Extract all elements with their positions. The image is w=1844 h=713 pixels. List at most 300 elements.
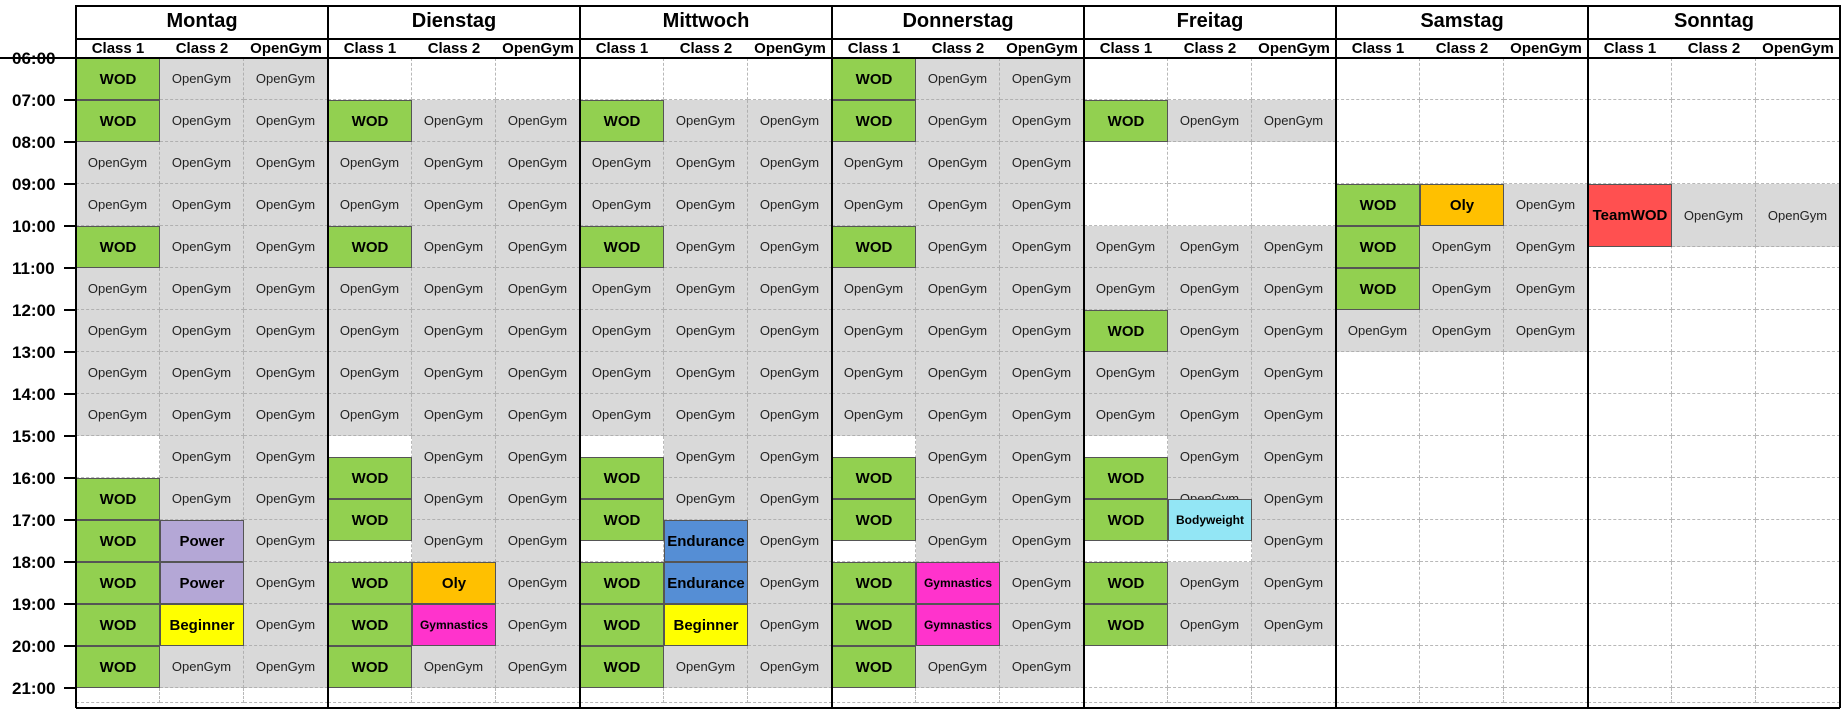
opengym-slot[interactable]: OpenGym bbox=[496, 184, 580, 226]
opengym-slot[interactable]: OpenGym bbox=[76, 310, 160, 352]
time-label: 19:00 bbox=[12, 595, 56, 614]
opengym-slot[interactable]: OpenGym bbox=[748, 268, 832, 310]
class-slot-bodyweight[interactable]: Bodyweight bbox=[1168, 499, 1252, 541]
empty-cell bbox=[1168, 142, 1252, 184]
opengym-slot[interactable]: OpenGym bbox=[748, 226, 832, 268]
opengym-slot[interactable]: OpenGym bbox=[832, 310, 916, 352]
opengym-slot[interactable]: OpenGym bbox=[748, 394, 832, 436]
opengym-slot[interactable]: OpenGym bbox=[244, 142, 328, 184]
empty-cell bbox=[1756, 100, 1840, 142]
opengym-slot[interactable]: OpenGym bbox=[748, 352, 832, 394]
opengym-slot[interactable]: OpenGym bbox=[1000, 352, 1084, 394]
opengym-slot[interactable]: OpenGym bbox=[412, 100, 496, 142]
opengym-slot[interactable]: OpenGym bbox=[664, 394, 748, 436]
opengym-slot[interactable]: OpenGym bbox=[1000, 520, 1084, 562]
column-subheader: Class 1 bbox=[343, 39, 397, 57]
column-subheader: Class 2 bbox=[175, 39, 229, 57]
class-slot-wod[interactable]: WOD bbox=[580, 604, 664, 646]
opengym-slot[interactable]: OpenGym bbox=[160, 268, 244, 310]
column-subheader: Class 2 bbox=[679, 39, 733, 57]
empty-cell bbox=[580, 688, 664, 703]
class-slot-wod[interactable]: WOD bbox=[76, 562, 160, 604]
opengym-slot[interactable]: OpenGym bbox=[1504, 226, 1588, 268]
opengym-slot[interactable]: OpenGym bbox=[496, 520, 580, 562]
class-slot-wod[interactable]: WOD bbox=[1084, 499, 1168, 541]
opengym-slot[interactable]: OpenGym bbox=[496, 352, 580, 394]
opengym-slot[interactable]: OpenGym bbox=[1168, 352, 1252, 394]
opengym-slot[interactable]: OpenGym bbox=[916, 310, 1000, 352]
class-slot-wod[interactable]: WOD bbox=[328, 499, 412, 541]
opengym-slot[interactable]: OpenGym bbox=[412, 436, 496, 478]
class-slot-gymnastics[interactable]: Gymnastics bbox=[916, 604, 1000, 646]
opengym-slot[interactable]: OpenGym bbox=[496, 436, 580, 478]
empty-cell bbox=[1336, 436, 1420, 478]
opengym-slot[interactable]: OpenGym bbox=[916, 184, 1000, 226]
opengym-slot[interactable]: OpenGym bbox=[580, 184, 664, 226]
class-slot-wod[interactable]: WOD bbox=[580, 646, 664, 688]
opengym-slot[interactable]: OpenGym bbox=[160, 394, 244, 436]
opengym-slot[interactable]: OpenGym bbox=[1000, 310, 1084, 352]
opengym-slot[interactable]: OpenGym bbox=[832, 184, 916, 226]
opengym-slot[interactable]: OpenGym bbox=[748, 100, 832, 142]
opengym-slot[interactable]: OpenGym bbox=[244, 520, 328, 562]
opengym-slot[interactable]: OpenGym bbox=[1000, 394, 1084, 436]
class-slot-teamwod[interactable]: TeamWOD bbox=[1588, 184, 1672, 247]
empty-cell bbox=[748, 58, 832, 100]
column-subheader: Class 2 bbox=[1435, 39, 1489, 57]
empty-cell bbox=[664, 58, 748, 100]
time-label: 15:00 bbox=[12, 427, 56, 446]
time-label: 18:00 bbox=[12, 553, 56, 572]
opengym-slot[interactable]: OpenGym bbox=[832, 142, 916, 184]
opengym-slot[interactable]: OpenGym bbox=[244, 184, 328, 226]
class-slot-power[interactable]: Power bbox=[160, 562, 244, 604]
opengym-slot[interactable]: OpenGym bbox=[664, 310, 748, 352]
empty-cell bbox=[1420, 688, 1504, 703]
class-slot-wod[interactable]: WOD bbox=[1336, 184, 1420, 226]
class-slot-wod[interactable]: WOD bbox=[832, 604, 916, 646]
grid-rule bbox=[76, 38, 1840, 40]
empty-cell bbox=[1336, 58, 1420, 100]
opengym-slot[interactable]: OpenGym bbox=[1252, 310, 1336, 352]
opengym-slot[interactable]: OpenGym bbox=[1252, 562, 1336, 604]
grid-rule bbox=[0, 57, 1840, 59]
opengym-slot[interactable]: OpenGym bbox=[748, 478, 832, 520]
empty-cell bbox=[1756, 520, 1840, 562]
opengym-slot[interactable]: OpenGym bbox=[1000, 646, 1084, 688]
empty-cell bbox=[1168, 646, 1252, 688]
day-header: Mittwoch bbox=[662, 10, 750, 32]
opengym-slot[interactable]: OpenGym bbox=[412, 394, 496, 436]
empty-cell bbox=[76, 688, 160, 703]
opengym-slot[interactable]: OpenGym bbox=[244, 478, 328, 520]
opengym-slot[interactable]: OpenGym bbox=[1168, 310, 1252, 352]
opengym-slot[interactable]: OpenGym bbox=[160, 436, 244, 478]
opengym-slot[interactable]: OpenGym bbox=[244, 226, 328, 268]
class-slot-wod[interactable]: WOD bbox=[76, 226, 160, 268]
opengym-slot[interactable]: OpenGym bbox=[1000, 478, 1084, 520]
opengym-slot[interactable]: OpenGym bbox=[160, 100, 244, 142]
class-slot-wod[interactable]: WOD bbox=[832, 100, 916, 142]
column-subheader: Class 1 bbox=[1099, 39, 1153, 57]
opengym-slot[interactable]: OpenGym bbox=[496, 646, 580, 688]
opengym-slot[interactable]: OpenGym bbox=[76, 268, 160, 310]
empty-cell bbox=[1588, 604, 1672, 646]
class-slot-beginner[interactable]: Beginner bbox=[664, 604, 748, 646]
class-slot-wod[interactable]: WOD bbox=[328, 562, 412, 604]
opengym-slot[interactable]: OpenGym bbox=[160, 58, 244, 100]
class-slot-wod[interactable]: WOD bbox=[1084, 310, 1168, 352]
opengym-slot[interactable]: OpenGym bbox=[412, 478, 496, 520]
empty-cell bbox=[1756, 310, 1840, 352]
opengym-slot[interactable]: OpenGym bbox=[244, 268, 328, 310]
class-slot-wod[interactable]: WOD bbox=[1336, 226, 1420, 268]
opengym-slot[interactable]: OpenGym bbox=[412, 226, 496, 268]
time-label: 10:00 bbox=[12, 217, 56, 236]
opengym-slot[interactable]: OpenGym bbox=[1420, 268, 1504, 310]
opengym-slot[interactable]: OpenGym bbox=[76, 352, 160, 394]
opengym-slot[interactable]: OpenGym bbox=[328, 394, 412, 436]
class-slot-gymnastics[interactable]: Gymnastics bbox=[916, 562, 1000, 604]
class-slot-wod[interactable]: WOD bbox=[832, 646, 916, 688]
grid-rule bbox=[76, 5, 1840, 7]
class-slot-wod[interactable]: WOD bbox=[580, 100, 664, 142]
opengym-slot[interactable]: OpenGym bbox=[1168, 604, 1252, 646]
empty-cell bbox=[1672, 646, 1756, 688]
class-slot-wod[interactable]: WOD bbox=[1336, 268, 1420, 310]
empty-cell bbox=[1672, 58, 1756, 100]
opengym-slot[interactable]: OpenGym bbox=[580, 142, 664, 184]
empty-cell bbox=[1672, 142, 1756, 184]
empty-cell bbox=[1588, 688, 1672, 703]
empty-cell bbox=[1336, 562, 1420, 604]
class-slot-wod[interactable]: WOD bbox=[832, 457, 916, 499]
class-slot-wod[interactable]: WOD bbox=[832, 58, 916, 100]
empty-cell bbox=[1504, 688, 1588, 703]
day-separator bbox=[1083, 5, 1085, 708]
opengym-slot[interactable]: OpenGym bbox=[748, 562, 832, 604]
day-header: Donnerstag bbox=[902, 10, 1014, 32]
opengym-slot[interactable]: OpenGym bbox=[244, 100, 328, 142]
opengym-slot[interactable]: OpenGym bbox=[664, 184, 748, 226]
class-slot-wod[interactable]: WOD bbox=[76, 478, 160, 520]
opengym-slot[interactable]: OpenGym bbox=[664, 142, 748, 184]
opengym-slot[interactable]: OpenGym bbox=[916, 268, 1000, 310]
opengym-slot[interactable]: OpenGym bbox=[76, 184, 160, 226]
opengym-slot[interactable]: OpenGym bbox=[1420, 226, 1504, 268]
empty-cell bbox=[1420, 352, 1504, 394]
class-slot-wod[interactable]: WOD bbox=[580, 457, 664, 499]
class-slot-wod[interactable]: WOD bbox=[328, 226, 412, 268]
opengym-slot[interactable]: OpenGym bbox=[496, 562, 580, 604]
opengym-slot[interactable]: OpenGym bbox=[496, 604, 580, 646]
empty-cell bbox=[244, 688, 328, 703]
empty-cell bbox=[664, 688, 748, 703]
empty-cell bbox=[1504, 394, 1588, 436]
opengym-slot[interactable]: OpenGym bbox=[412, 646, 496, 688]
opengym-slot[interactable]: OpenGym bbox=[496, 100, 580, 142]
empty-cell bbox=[1672, 394, 1756, 436]
opengym-slot[interactable]: OpenGym bbox=[1252, 394, 1336, 436]
opengym-slot[interactable]: OpenGym bbox=[328, 142, 412, 184]
opengym-slot[interactable]: OpenGym bbox=[1168, 226, 1252, 268]
opengym-slot[interactable]: OpenGym bbox=[160, 478, 244, 520]
opengym-slot[interactable]: OpenGym bbox=[916, 520, 1000, 562]
opengym-slot[interactable]: OpenGym bbox=[244, 394, 328, 436]
opengym-slot[interactable]: OpenGym bbox=[916, 352, 1000, 394]
opengym-slot[interactable]: OpenGym bbox=[664, 226, 748, 268]
opengym-slot[interactable]: OpenGym bbox=[1504, 268, 1588, 310]
opengym-slot[interactable]: OpenGym bbox=[1000, 142, 1084, 184]
opengym-slot[interactable]: OpenGym bbox=[412, 352, 496, 394]
class-slot-wod[interactable]: WOD bbox=[328, 646, 412, 688]
empty-cell bbox=[1504, 520, 1588, 562]
opengym-slot[interactable]: OpenGym bbox=[1000, 268, 1084, 310]
opengym-slot[interactable]: OpenGym bbox=[244, 310, 328, 352]
opengym-slot[interactable]: OpenGym bbox=[916, 100, 1000, 142]
class-slot-wod[interactable]: WOD bbox=[580, 499, 664, 541]
opengym-slot[interactable]: OpenGym bbox=[328, 352, 412, 394]
empty-cell bbox=[748, 688, 832, 703]
opengym-slot[interactable]: OpenGym bbox=[832, 352, 916, 394]
opengym-slot[interactable]: OpenGym bbox=[1000, 562, 1084, 604]
opengym-slot[interactable]: OpenGym bbox=[412, 268, 496, 310]
empty-cell bbox=[1756, 394, 1840, 436]
opengym-slot[interactable]: OpenGym bbox=[580, 268, 664, 310]
opengym-slot[interactable]: OpenGym bbox=[748, 142, 832, 184]
empty-cell bbox=[1504, 478, 1588, 520]
column-subheader: OpenGym bbox=[250, 39, 322, 57]
opengym-slot[interactable]: OpenGym bbox=[1252, 100, 1336, 142]
opengym-slot[interactable]: OpenGym bbox=[1252, 604, 1336, 646]
opengym-slot[interactable]: OpenGym bbox=[1168, 100, 1252, 142]
column-subheader: Class 2 bbox=[931, 39, 985, 57]
empty-cell bbox=[1336, 352, 1420, 394]
opengym-slot[interactable]: OpenGym bbox=[916, 436, 1000, 478]
class-slot-wod[interactable]: WOD bbox=[832, 562, 916, 604]
opengym-slot[interactable]: OpenGym bbox=[748, 646, 832, 688]
opengym-slot[interactable]: OpenGym bbox=[1252, 226, 1336, 268]
opengym-slot[interactable]: OpenGym bbox=[1000, 184, 1084, 226]
class-slot-wod[interactable]: WOD bbox=[1084, 604, 1168, 646]
empty-cell bbox=[1252, 142, 1336, 184]
class-slot-gymnastics[interactable]: Gymnastics bbox=[412, 604, 496, 646]
empty-cell bbox=[1420, 646, 1504, 688]
class-slot-oly[interactable]: Oly bbox=[1420, 184, 1504, 226]
class-slot-wod[interactable]: WOD bbox=[328, 457, 412, 499]
opengym-slot[interactable]: OpenGym bbox=[1504, 184, 1588, 226]
empty-cell bbox=[1756, 142, 1840, 184]
opengym-slot[interactable]: OpenGym bbox=[1504, 310, 1588, 352]
opengym-slot[interactable]: OpenGym bbox=[580, 310, 664, 352]
empty-cell bbox=[1756, 58, 1840, 100]
opengym-slot[interactable]: OpenGym bbox=[496, 142, 580, 184]
opengym-slot[interactable]: OpenGym bbox=[328, 310, 412, 352]
opengym-slot[interactable]: OpenGym bbox=[412, 184, 496, 226]
opengym-slot[interactable]: OpenGym bbox=[244, 352, 328, 394]
day-separator bbox=[1335, 5, 1337, 708]
column-subheader: Class 1 bbox=[595, 39, 649, 57]
day-header: Sonntag bbox=[1674, 10, 1754, 32]
empty-cell bbox=[1756, 562, 1840, 604]
opengym-slot[interactable]: OpenGym bbox=[1168, 436, 1252, 478]
opengym-slot[interactable]: OpenGym bbox=[748, 520, 832, 562]
opengym-slot[interactable]: OpenGym bbox=[160, 352, 244, 394]
empty-cell bbox=[1504, 646, 1588, 688]
empty-cell bbox=[1672, 268, 1756, 310]
empty-cell bbox=[1588, 142, 1672, 184]
empty-cell bbox=[160, 688, 244, 703]
empty-cell bbox=[496, 688, 580, 703]
empty-cell bbox=[1168, 688, 1252, 703]
opengym-slot[interactable]: OpenGym bbox=[412, 520, 496, 562]
opengym-slot[interactable]: OpenGym bbox=[1084, 394, 1168, 436]
opengym-slot[interactable]: OpenGym bbox=[244, 646, 328, 688]
empty-cell bbox=[1336, 142, 1420, 184]
opengym-slot[interactable]: OpenGym bbox=[160, 646, 244, 688]
opengym-slot[interactable]: OpenGym bbox=[748, 310, 832, 352]
opengym-slot[interactable]: OpenGym bbox=[1252, 520, 1336, 562]
opengym-slot[interactable]: OpenGym bbox=[748, 184, 832, 226]
empty-cell bbox=[1420, 100, 1504, 142]
opengym-slot[interactable]: OpenGym bbox=[1252, 268, 1336, 310]
opengym-slot[interactable]: OpenGym bbox=[496, 310, 580, 352]
empty-cell bbox=[916, 688, 1000, 703]
opengym-slot[interactable]: OpenGym bbox=[244, 562, 328, 604]
class-slot-wod[interactable]: WOD bbox=[76, 100, 160, 142]
empty-cell bbox=[1672, 562, 1756, 604]
empty-cell bbox=[1756, 604, 1840, 646]
class-slot-wod[interactable]: WOD bbox=[76, 520, 160, 562]
class-slot-endurance[interactable]: Endurance bbox=[664, 562, 748, 604]
opengym-slot[interactable]: OpenGym bbox=[496, 226, 580, 268]
empty-cell bbox=[1756, 478, 1840, 520]
opengym-slot[interactable]: OpenGym bbox=[1252, 478, 1336, 520]
opengym-slot[interactable]: OpenGym bbox=[1672, 184, 1756, 247]
opengym-slot[interactable]: OpenGym bbox=[412, 142, 496, 184]
empty-cell bbox=[412, 688, 496, 703]
opengym-slot[interactable]: OpenGym bbox=[1168, 562, 1252, 604]
opengym-slot[interactable]: OpenGym bbox=[1000, 226, 1084, 268]
opengym-slot[interactable]: OpenGym bbox=[1000, 100, 1084, 142]
opengym-slot[interactable]: OpenGym bbox=[328, 184, 412, 226]
opengym-slot[interactable]: OpenGym bbox=[1336, 310, 1420, 352]
column-subheader: Class 1 bbox=[1351, 39, 1405, 57]
class-slot-wod[interactable]: WOD bbox=[76, 646, 160, 688]
opengym-slot[interactable]: OpenGym bbox=[1084, 352, 1168, 394]
opengym-slot[interactable]: OpenGym bbox=[916, 394, 1000, 436]
opengym-slot[interactable]: OpenGym bbox=[496, 478, 580, 520]
opengym-slot[interactable]: OpenGym bbox=[244, 436, 328, 478]
opengym-slot[interactable]: OpenGym bbox=[916, 226, 1000, 268]
grid-rule bbox=[76, 707, 1840, 709]
opengym-slot[interactable]: OpenGym bbox=[1252, 352, 1336, 394]
class-slot-wod[interactable]: WOD bbox=[580, 562, 664, 604]
class-slot-wod[interactable]: WOD bbox=[832, 226, 916, 268]
opengym-slot[interactable]: OpenGym bbox=[916, 142, 1000, 184]
opengym-slot[interactable]: OpenGym bbox=[1756, 184, 1840, 247]
opengym-slot[interactable]: OpenGym bbox=[244, 58, 328, 100]
opengym-slot[interactable]: OpenGym bbox=[244, 604, 328, 646]
opengym-slot[interactable]: OpenGym bbox=[916, 478, 1000, 520]
class-slot-oly[interactable]: Oly bbox=[412, 562, 496, 604]
empty-cell bbox=[1588, 646, 1672, 688]
class-slot-wod[interactable]: WOD bbox=[580, 226, 664, 268]
class-slot-wod[interactable]: WOD bbox=[328, 604, 412, 646]
time-label: 17:00 bbox=[12, 511, 56, 530]
opengym-slot[interactable]: OpenGym bbox=[832, 268, 916, 310]
day-header: Freitag bbox=[1176, 10, 1244, 32]
column-subheader: Class 2 bbox=[427, 39, 481, 57]
empty-cell bbox=[1588, 394, 1672, 436]
empty-cell bbox=[1336, 100, 1420, 142]
opengym-slot[interactable]: OpenGym bbox=[664, 478, 748, 520]
opengym-slot[interactable]: OpenGym bbox=[160, 142, 244, 184]
opengym-slot[interactable]: OpenGym bbox=[580, 352, 664, 394]
opengym-slot[interactable]: OpenGym bbox=[76, 142, 160, 184]
opengym-slot[interactable]: OpenGym bbox=[1420, 310, 1504, 352]
class-slot-power[interactable]: Power bbox=[160, 520, 244, 562]
opengym-slot[interactable]: OpenGym bbox=[1168, 268, 1252, 310]
empty-cell bbox=[1588, 310, 1672, 352]
class-slot-wod[interactable]: WOD bbox=[832, 499, 916, 541]
opengym-slot[interactable]: OpenGym bbox=[1168, 394, 1252, 436]
empty-cell bbox=[1336, 646, 1420, 688]
empty-cell bbox=[1672, 436, 1756, 478]
class-slot-wod[interactable]: WOD bbox=[1084, 100, 1168, 142]
opengym-slot[interactable]: OpenGym bbox=[160, 226, 244, 268]
opengym-slot[interactable]: OpenGym bbox=[1000, 436, 1084, 478]
class-slot-wod[interactable]: WOD bbox=[76, 58, 160, 100]
opengym-slot[interactable]: OpenGym bbox=[76, 394, 160, 436]
class-slot-wod[interactable]: WOD bbox=[1084, 457, 1168, 499]
class-slot-endurance[interactable]: Endurance bbox=[664, 520, 748, 562]
empty-cell bbox=[1672, 520, 1756, 562]
day-separator bbox=[75, 5, 77, 708]
opengym-slot[interactable]: OpenGym bbox=[664, 100, 748, 142]
opengym-slot[interactable]: OpenGym bbox=[1084, 226, 1168, 268]
opengym-slot[interactable]: OpenGym bbox=[1000, 58, 1084, 100]
class-slot-wod[interactable]: WOD bbox=[1084, 562, 1168, 604]
column-subheader: OpenGym bbox=[754, 39, 826, 57]
opengym-slot[interactable]: OpenGym bbox=[412, 310, 496, 352]
opengym-slot[interactable]: OpenGym bbox=[496, 268, 580, 310]
opengym-slot[interactable]: OpenGym bbox=[1252, 436, 1336, 478]
opengym-slot[interactable]: OpenGym bbox=[160, 184, 244, 226]
opengym-slot[interactable]: OpenGym bbox=[1000, 604, 1084, 646]
opengym-slot[interactable]: OpenGym bbox=[832, 394, 916, 436]
opengym-slot[interactable]: OpenGym bbox=[664, 436, 748, 478]
opengym-slot[interactable]: OpenGym bbox=[916, 58, 1000, 100]
empty-cell bbox=[1756, 688, 1840, 703]
class-slot-wod[interactable]: WOD bbox=[76, 604, 160, 646]
class-slot-wod[interactable]: WOD bbox=[328, 100, 412, 142]
opengym-slot[interactable]: OpenGym bbox=[748, 436, 832, 478]
opengym-slot[interactable]: OpenGym bbox=[580, 394, 664, 436]
opengym-slot[interactable]: OpenGym bbox=[916, 646, 1000, 688]
opengym-slot[interactable]: OpenGym bbox=[1084, 268, 1168, 310]
opengym-slot[interactable]: OpenGym bbox=[748, 604, 832, 646]
class-slot-beginner[interactable]: Beginner bbox=[160, 604, 244, 646]
opengym-slot[interactable]: OpenGym bbox=[160, 310, 244, 352]
opengym-slot[interactable]: OpenGym bbox=[664, 268, 748, 310]
opengym-slot[interactable]: OpenGym bbox=[496, 394, 580, 436]
empty-cell bbox=[1672, 688, 1756, 703]
empty-cell bbox=[1336, 394, 1420, 436]
opengym-slot[interactable]: OpenGym bbox=[664, 646, 748, 688]
opengym-slot[interactable]: OpenGym bbox=[328, 268, 412, 310]
opengym-slot[interactable]: OpenGym bbox=[664, 352, 748, 394]
